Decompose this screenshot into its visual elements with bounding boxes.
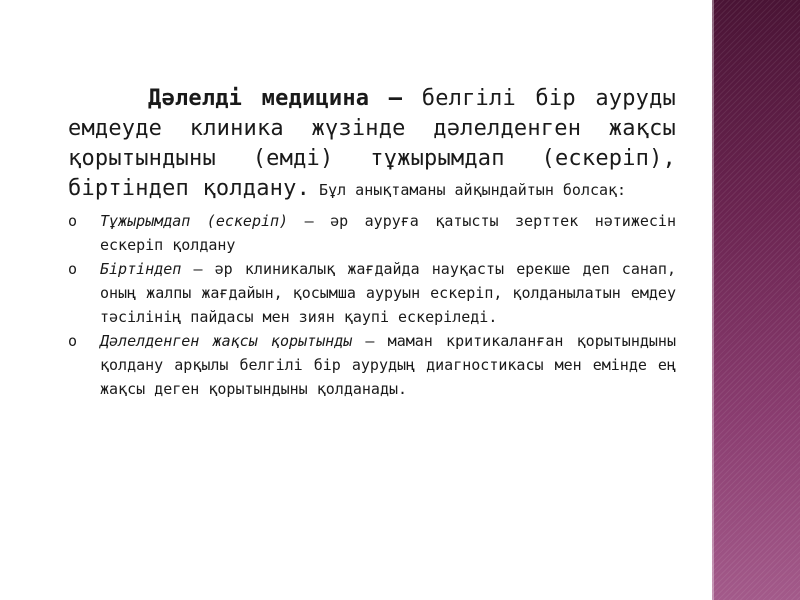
bullet-marker-icon: o: [68, 212, 78, 230]
bullet-marker-icon: o: [68, 260, 78, 278]
decorative-side-band: [712, 0, 800, 600]
bullet-list: [68, 209, 676, 401]
definition-intro: Бұл анықтаманы айқындайтын болсақ:: [310, 181, 627, 199]
definition-text: белгілі бір ауруды емдеуде клиника жүзінде дәлелденген жақсы қорытындыны (емді) тұжырымдап (ескеріп), біртіндеп қолдану.: [68, 86, 676, 201]
definition-term: Дәлелді медицина –: [148, 86, 403, 111]
list-item: [68, 209, 676, 257]
bullet-text: – маман критикаланған қорытындыны қолдану арқылы белгілі бір аурудың диагностикасы мен емінде ең жақсы деген қорытындыны қолданады.: [100, 332, 676, 398]
list-item: [68, 329, 676, 401]
bullet-term: Дәлелденген жақсы қорытынды: [100, 332, 353, 350]
bullet-term: Біртіндеп: [100, 260, 182, 278]
slide-content: [68, 84, 676, 401]
bullet-marker-icon: o: [68, 332, 78, 350]
side-band-texture: [712, 0, 800, 600]
bullet-term: Тұжырымдап (ескеріп): [100, 212, 289, 230]
list-item: [68, 257, 676, 329]
definition-paragraph: [68, 84, 676, 205]
bullet-text: – әр ауруға қатысты зерттек нәтижесін ескеріп қолдану: [100, 212, 676, 254]
side-band-edge: [712, 0, 714, 600]
bullet-text: – әр клиникалық жағдайда науқасты ерекше деп санап, оның жалпы жағдайын, қосымша ауруын ескеріп, қолданылатын емдеу тәсілінің пайдасы мен зиян қаупі ескеріледі.: [100, 260, 676, 326]
